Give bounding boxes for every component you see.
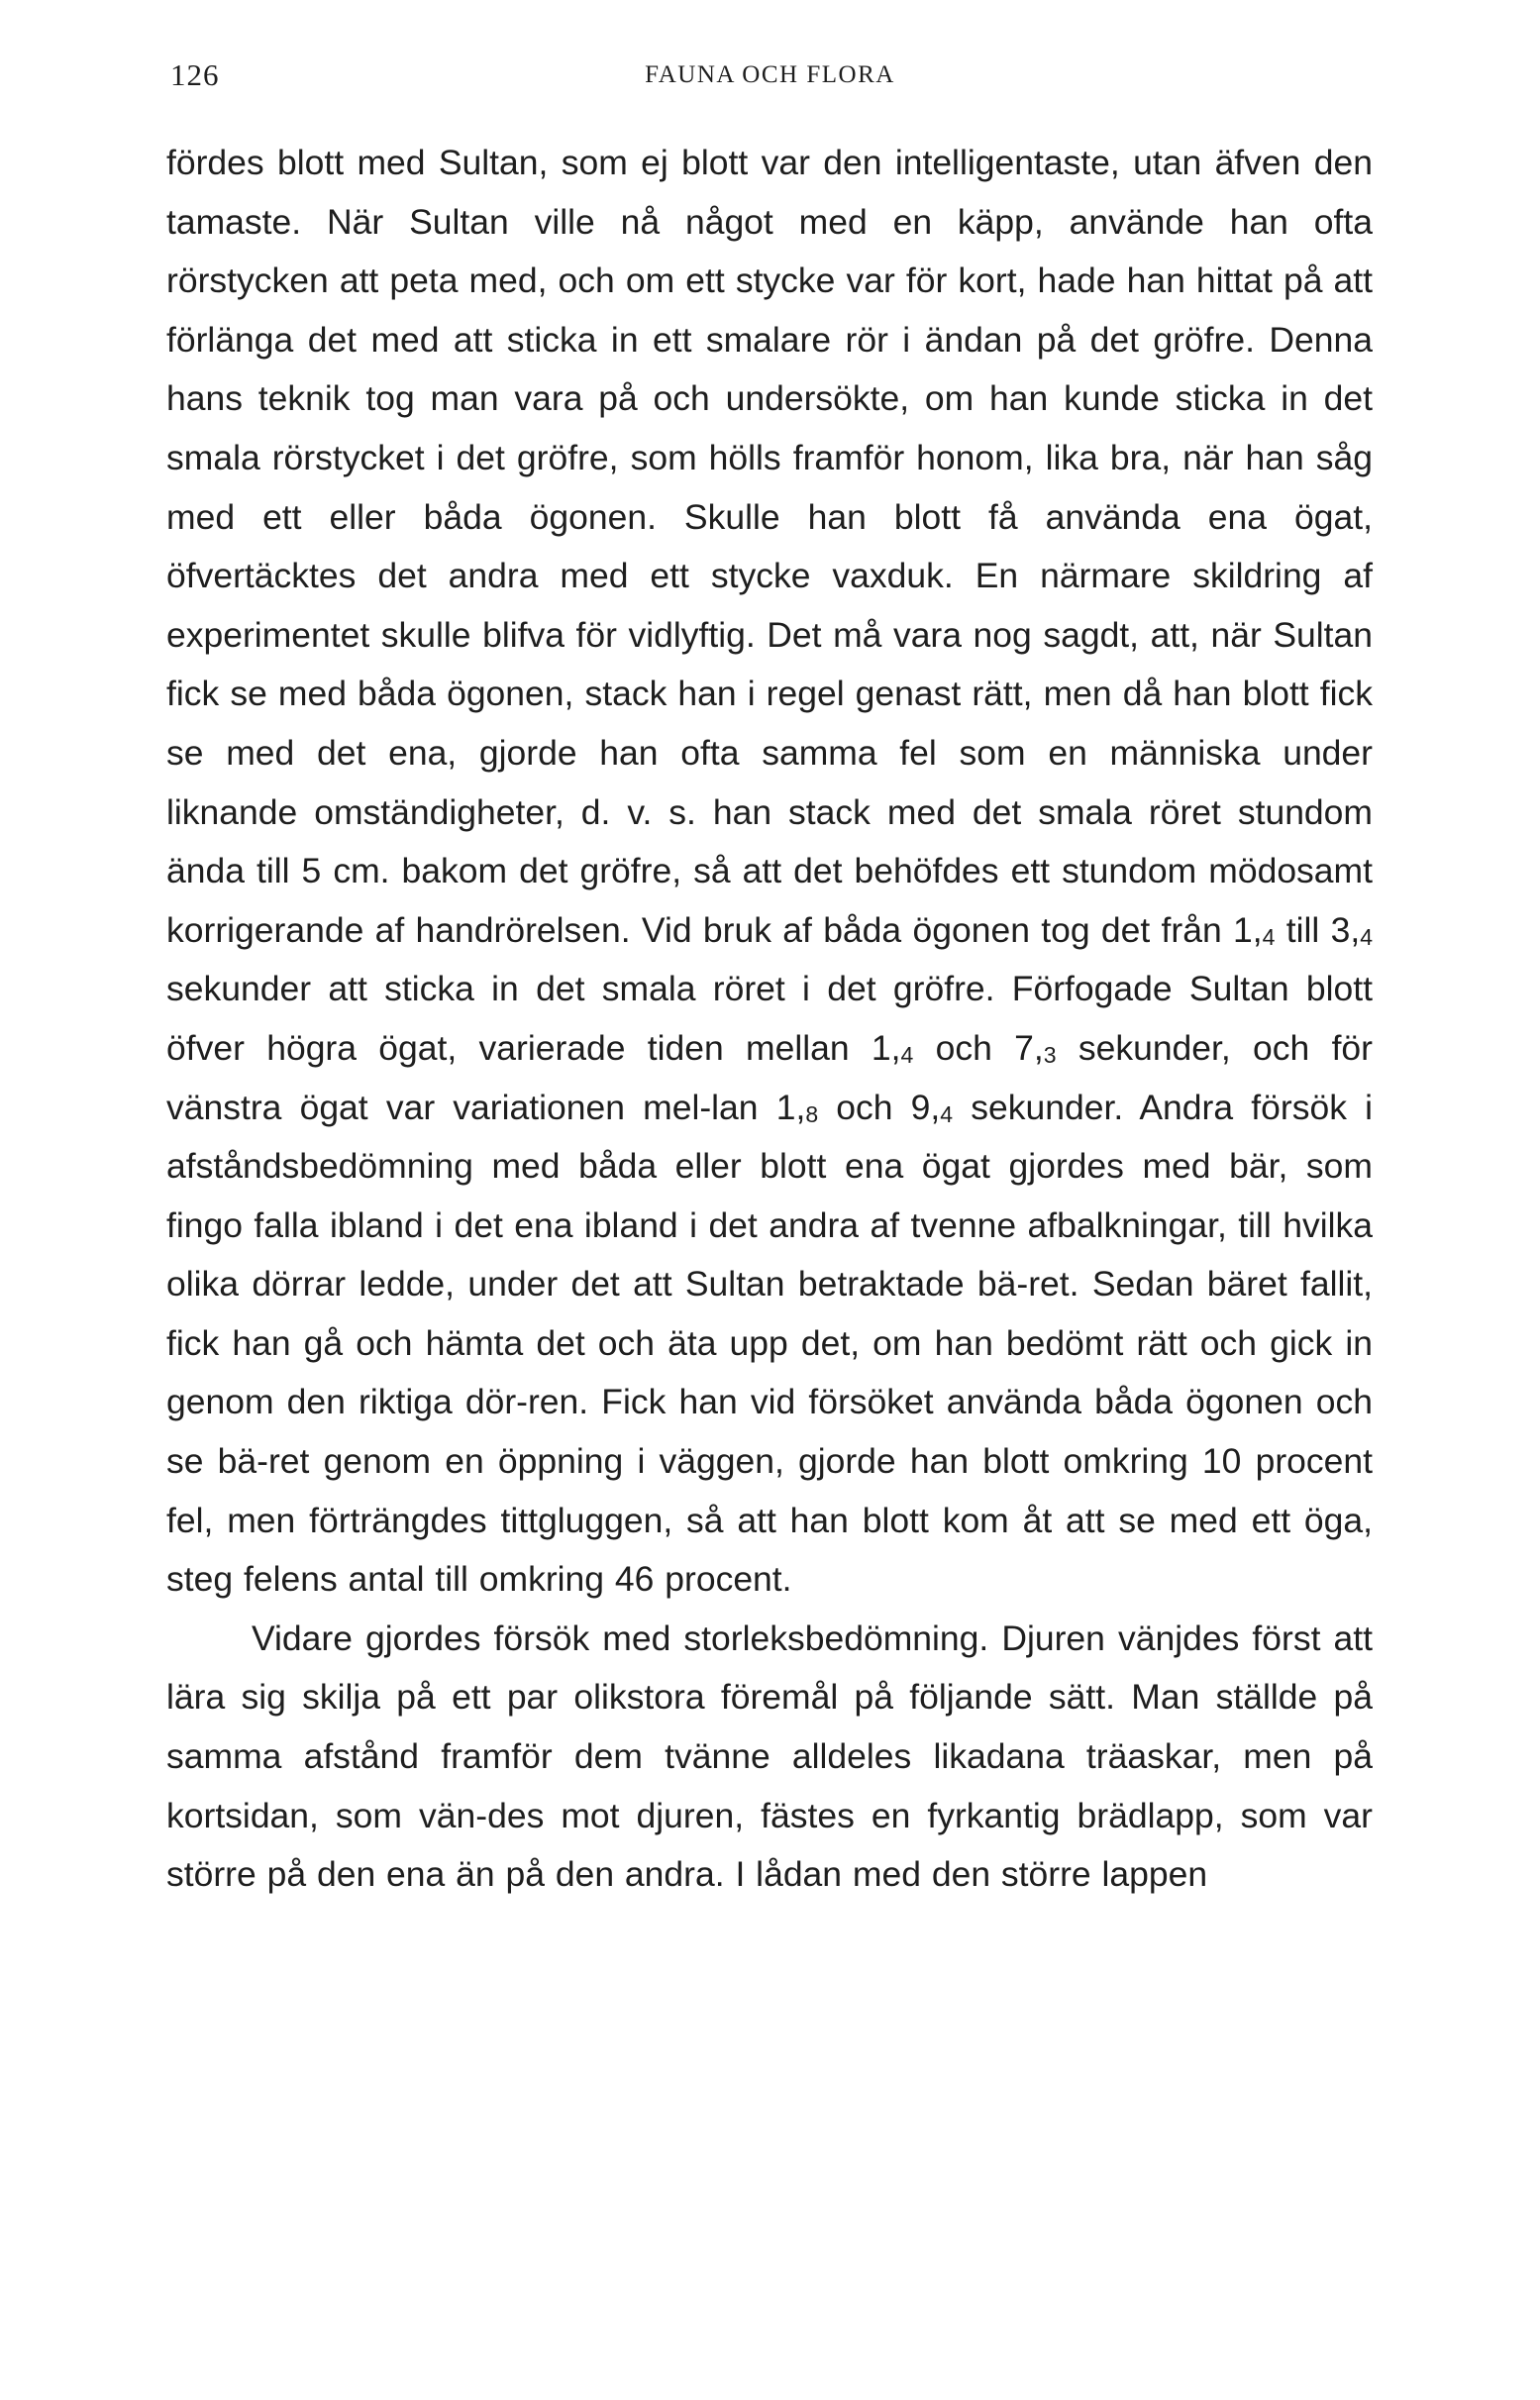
number: 1, <box>871 1027 901 1068</box>
text-segment: fördes blott med Sultan, som ej blott var den intelligentaste, utan äfven den tamaste. När Sultan ville nå något med en käpp, använde han ofta rörstycken att peta med, och om ett stycke var för kort, hade han hittat på att förlänga det med att sticka in ett smalare rör i ändan på det gröfre. Denna hans teknik tog man vara på och undersökte, om han kunde sticka in det smala rörstycket i det gröfre, som hölls framför honom, lika bra, när han såg med ett eller båda ögonen. Skulle han blott få använda ena ögat, öfvertäcktes det andra med ett stycke vaxduk. En närmare skildring af experimentet skulle blifva för vidlyftig. Det må vara nog sagdt, att, när Sultan fick se med båda ögonen, stack han i regel genast rätt, men då han blott fick se med det ena, gjorde han ofta samma fel som en människa under liknande omständigheter, d. v. s. han stack med det smala röret stundom ända till 5 cm. bakom det gröfre, så att det behöfdes ett stundom mödosamt korrigerande af handrörelsen. Vid bruk af båda ögonen tog det från <box>166 143 1373 950</box>
subscript-digit: 4 <box>940 1100 954 1127</box>
text-segment: och <box>913 1027 1015 1068</box>
page-number: 126 <box>170 57 220 92</box>
number: 9, <box>910 1087 941 1127</box>
text-segment: till <box>1275 909 1331 950</box>
text-segment: sekunder, och för vänstra ögat var variationen mel-lan <box>166 1027 1374 1127</box>
running-title: FAUNA OCH FLORA <box>645 61 895 88</box>
paragraph-2: Vidare gjordes försök med storleksbedömning. Djuren vänjdes först att lära sig skilja på ett par olikstora föremål på följande sätt. Man ställde på samma afstånd framför dem tvänne alldeles likadana träaskar, men på kortsidan, som vän-des mot djuren, fästes en fyrkantig brädlapp, som var större på den ena än på den andra. I lådan med den större lappen <box>166 1617 1373 1895</box>
text-segment: sekunder att sticka in det smala röret i det gröfre. Förfogade Sultan blott öfver högra ögat, varierade tiden mellan <box>166 969 1373 1068</box>
text-segment: och <box>818 1087 911 1127</box>
number: 7, <box>1014 1027 1044 1068</box>
text-segment: sekunder. Andra försök i afståndsbedömning med båda eller blott ena ögat gjordes med bär, som fingo falla ibland i det ena ibland i det andra af tvenne afbalkningar, till hvilka olika dörrar ledde, under det att Sultan betraktade bä-ret. Sedan bäret fallit, fick han gå och hämta det och äta upp det, om han bedömt rätt och gick in genom den riktiga dör-ren. Fick han vid försöket använda båda ögonen och se bä-ret genom en öppning i väggen, gjorde han blott omkring 10 procent fel, men förträngdes tittgluggen, så att han blott kom åt att se med ett öga, steg felens antal till omkring 46 procent. <box>166 1087 1373 1600</box>
subscript-digit: 3 <box>1043 1041 1057 1068</box>
number: 1, <box>1233 909 1263 950</box>
subscript-digit: 8 <box>805 1100 819 1127</box>
subscript-digit: 4 <box>900 1041 914 1068</box>
number: 3, <box>1330 909 1361 950</box>
paragraph-1 <box>166 134 1373 1610</box>
body-text <box>166 134 1373 1905</box>
number: 1, <box>775 1087 806 1127</box>
subscript-digit: 4 <box>1262 923 1276 950</box>
subscript-digit: 4 <box>1360 923 1374 950</box>
